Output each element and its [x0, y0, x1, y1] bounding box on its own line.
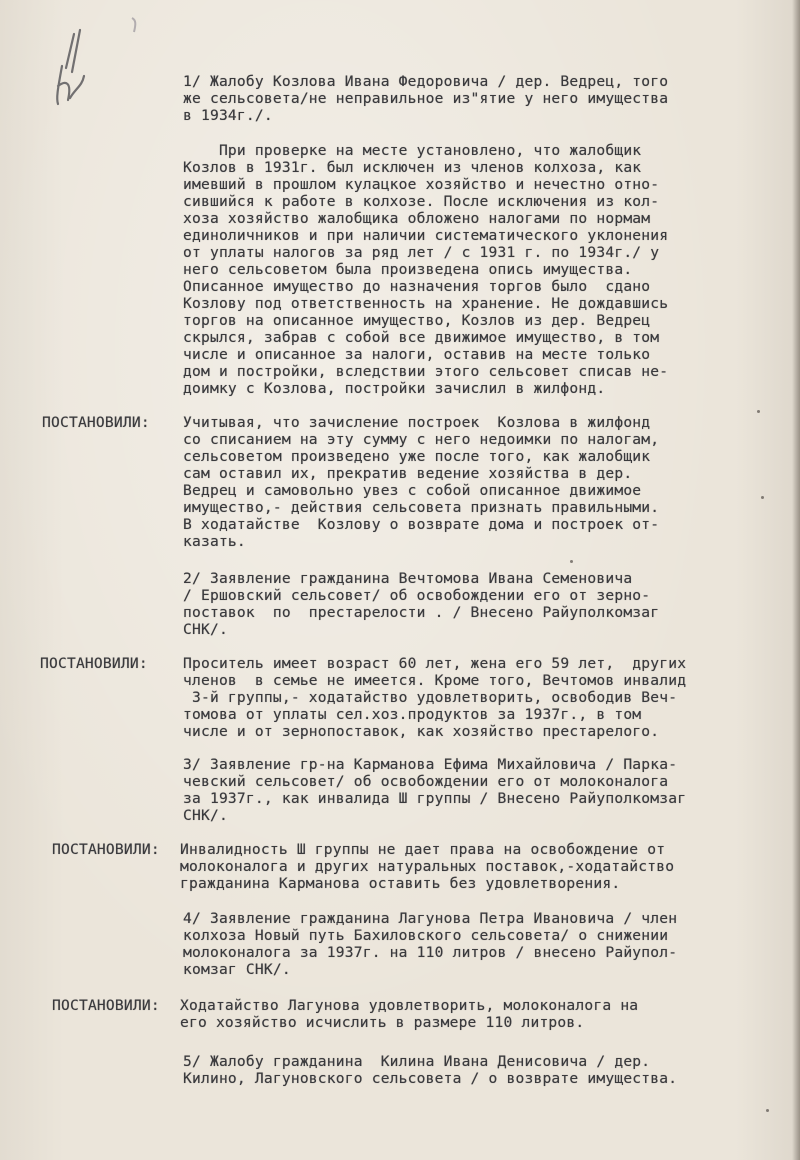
text-line: томова от уплаты сел.хоз.продуктов за 1937г., в том: [183, 706, 642, 723]
text-line: казать.: [183, 533, 246, 550]
decision-label: ПОСТАНОВИЛИ:: [52, 841, 160, 858]
text-line: Килино, Лагуновского сельсовета / о возврате имущества.: [183, 1070, 678, 1087]
item-2-heading: [183, 570, 659, 638]
text-line: него сельсоветом была произведена опись имущества.: [183, 261, 633, 278]
item-2-decision: [183, 655, 686, 740]
text-line: гражданина Карманова оставить без удовлетворения.: [180, 875, 621, 892]
text-line: 1/ Жалобу Козлова Ивана Федоровича / дер. Ведрец, того: [183, 73, 669, 90]
text-line: СНК/.: [183, 807, 228, 824]
text-line: сам оставил их, прекратив ведение хозяйства в дер.: [183, 465, 633, 482]
item-4-heading: [183, 910, 677, 978]
ink-speck: [766, 1109, 769, 1112]
text-line: комзаг СНК/.: [183, 961, 291, 978]
text-line: поставок по престарелости . / Внесено Райуполкомзаг: [183, 604, 660, 621]
text-line: Козлов в 1931г. был исключен из членов колхоза, как: [183, 159, 642, 176]
item-4-decision: [180, 997, 638, 1031]
text-line: от уплаты налогов за ряд лет / с 1931 г. по 1934г./ у: [183, 244, 660, 261]
decision-label: ПОСТАНОВИЛИ:: [52, 997, 160, 1014]
text-line: в 1934г./.: [183, 107, 273, 124]
text-line: В ходатайстве Козлову о возврате дома и построек от-: [183, 516, 660, 533]
text-line: Инвалидность Ш группы не дает права на освобождение от: [180, 841, 666, 858]
text-line: Козлову под ответственность на хранение. Не дождавшись: [183, 295, 669, 312]
text-line: колхоза Новый путь Бахиловского сельсовета/ о снижении: [183, 927, 669, 944]
item-3-decision: [180, 841, 674, 892]
text-line: 5/ Жалобу гражданина Килина Ивана Денисовича / дер.: [183, 1053, 651, 1070]
text-line: дом и постройки, вследствии этого сельсовет списав не-: [183, 363, 669, 380]
ink-speck: [761, 496, 764, 499]
text-line: 2/ Заявление гражданина Вечтомова Ивана Семеновича: [183, 570, 633, 587]
text-line: чевский сельсовет/ об освобождении его от молоконалога: [183, 773, 669, 790]
text-line: его хозяйство исчислить в размере 110 литров.: [180, 1014, 585, 1031]
text-line: Проситель имеет возраст 60 лет, жена его 59 лет, других: [183, 655, 687, 672]
text-line: торгов на описанное имущество, Козлов из дер. Ведрец: [183, 312, 651, 329]
ink-speck: [757, 410, 760, 413]
text-line: 4/ Заявление гражданина Лагунова Петра Ивановича / член: [183, 910, 678, 927]
text-line: сившийся к работе в колхозе. После исключения из кол-: [183, 193, 660, 210]
text-line: Ходатайство Лагунова удовлетворить, молоконалога на: [180, 997, 639, 1014]
item-1-decision: [183, 414, 659, 550]
text-line: Ведрец и самовольно увез с собой описанное движимое: [183, 482, 642, 499]
decision-label: ПОСТАНОВИЛИ:: [40, 655, 148, 672]
item-3-heading: [183, 756, 686, 824]
text-line: скрылся, забрав с собой все движимое имущество, в том: [183, 329, 660, 346]
text-line: за 1937г., как инвалида Ш группы / Внесено Райуполкомзаг: [183, 790, 687, 807]
item-5-heading: [183, 1053, 677, 1087]
text-line: числе и от зернопоставок, как хозяйство престарелого.: [183, 723, 660, 740]
text-line: членов в семье не имеется. Кроме того, Вечтомов инвалид: [183, 672, 687, 689]
handwritten-pencil-mark: [44, 28, 94, 110]
text-line: молоконалога за 1937г. на 110 литров / внесено Райупол-: [183, 944, 678, 961]
text-line: 3-й группы,- ходатайство удовлетворить, освободив Веч-: [183, 689, 678, 706]
text-line: хоза хозяйство жалобщика обложено налогами по нормам: [183, 210, 651, 227]
text-line: имущество,- действия сельсовета признать правильными.: [183, 499, 660, 516]
text-line: / Ершовский сельсовет/ об освобождении его от зерно-: [183, 587, 651, 604]
text-line: Учитывая, что зачисление построек Козлова в жилфонд: [183, 414, 651, 431]
text-line: доимку с Козлова, постройки зачислил в жилфонд.: [183, 380, 606, 397]
text-line: числе и описанное за налоги, оставив на месте только: [183, 346, 651, 363]
text-line: 3/ Заявление гр-на Карманова Ефима Михайловича / Парка-: [183, 756, 678, 773]
item-1-body: [183, 142, 668, 397]
text-line: имевший в прошлом кулацкое хозяйство и нечестно отно-: [183, 176, 660, 193]
text-line: сельсоветом произведено уже после того, как жалобщик: [183, 448, 651, 465]
text-line: СНК/.: [183, 621, 228, 638]
text-line: со списанием на эту сумму с него недоимки по налогам,: [183, 431, 660, 448]
ink-speck: [570, 560, 573, 563]
text-line: При проверке на месте установлено, что жалобщик: [183, 142, 642, 159]
text-line: же сельсовета/не неправильное из"ятие у него имущества: [183, 90, 669, 107]
text-line: молоконалога и других натуральных поставок,-ходатайство: [180, 858, 675, 875]
decision-label: ПОСТАНОВИЛИ:: [42, 414, 150, 431]
page-edge-shadow: [792, 0, 800, 1160]
text-line: Описанное имущество до назначения торгов было сдано: [183, 278, 651, 295]
corner-pencil-mark: [128, 14, 142, 36]
item-1-heading: [183, 73, 668, 124]
text-line: единоличников и при наличии систематического уклонения: [183, 227, 669, 244]
